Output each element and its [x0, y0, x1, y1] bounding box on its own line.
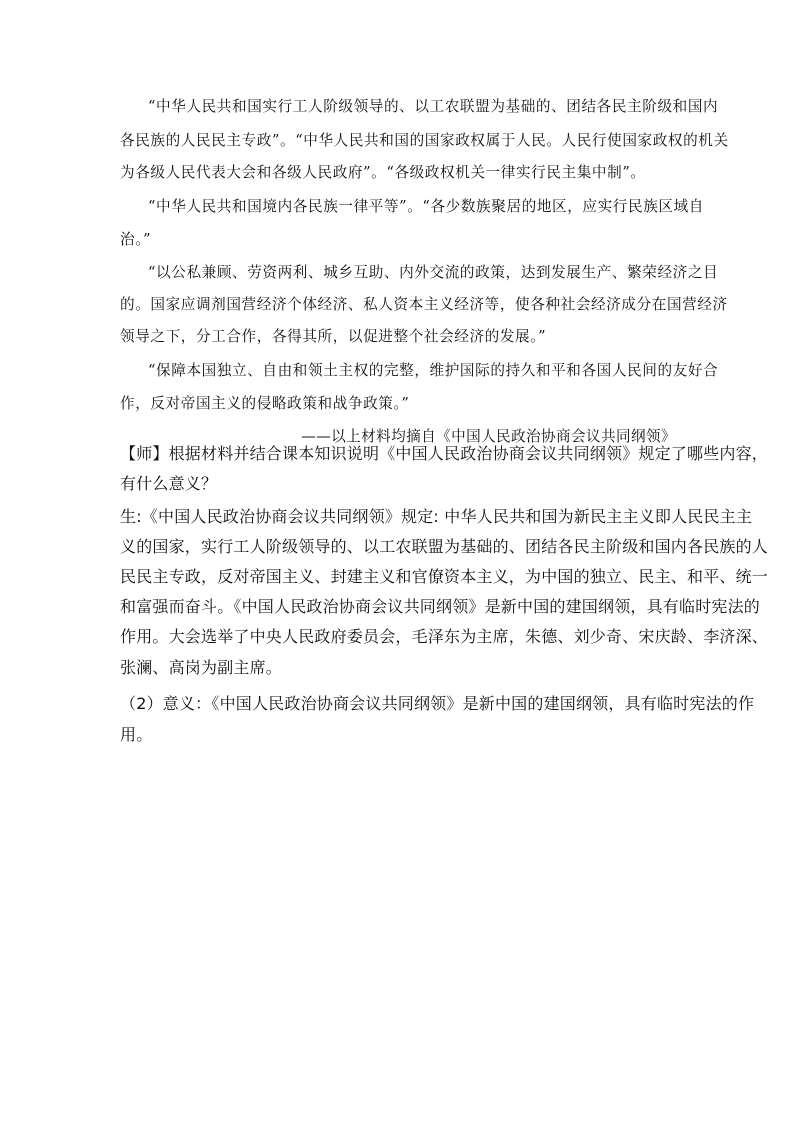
quote-line: 为各级人民代表大会和各级人民政府”。“各级政权机关一律实行民主集中制”。 [120, 164, 646, 181]
quote-line: “以公私兼顾、劳资两利、城乡互助、内外交流的政策，达到发展生产、繁荣经济之目 [148, 264, 719, 281]
quote-line: “中华人民共和国境内各民族一律平等”。“各少数族聚居的地区，应实行民族区域自 [148, 198, 704, 215]
student-answer: 作用。大会选举了中央人民政府委员会，毛泽东为主席，朱德、刘少奇、宋庆龄、李济深、 [120, 627, 769, 646]
teacher-question: 有什么意义？ [120, 474, 218, 493]
quote-line: 治。” [120, 231, 152, 248]
teacher-question: 【师】根据材料并结合课本知识说明《中国人民政治协商会议共同纲领》规定了哪些内容， [120, 444, 769, 463]
quote-line: “保障本国独立、自由和领土主权的完整，维护国际的持久和平和各国人民间的友好合 [148, 362, 719, 379]
quote-line: “中华人民共和国实行工人阶级领导的、以工农联盟为基础的、团结各民主阶级和国内 [148, 98, 719, 115]
meaning-answer: （2）意义：《中国人民政治协商会议共同纲领》是新中国的建国纲领，具有临时宪法的作 [120, 694, 755, 713]
student-answer: 张澜、高岗为副主席。 [120, 658, 283, 677]
meaning-answer: 用。 [120, 725, 153, 744]
quote-line: 的。国家应调剂国营经济个体经济、私人资本主义经济等，使各种社会经济成分在国营经济 [120, 296, 728, 313]
quote-source: ——以上材料均摘自《中国人民政治协商会议共同纲领》 [301, 428, 676, 445]
quote-line: 各民族的人民民主专政”。“中华人民共和国的国家政权属于人民。人民行使国家政权的机关 [120, 132, 729, 149]
student-answer: 和富强而奋斗。《中国人民政治协商会议共同纲领》是新中国的建国纲领，具有临时宪法的 [120, 597, 761, 616]
student-answer: 生:《中国人民政治协商会议共同纲领》规定: 中华人民共和国为新民主主义即人民民主主 [120, 507, 753, 526]
quote-line: 领导之下，分工合作，各得其所，以促进整个社会经济的发展。” [120, 328, 547, 345]
student-answer: 义的国家，实行工人阶级领导的、以工农联盟为基础的、团结各民主阶级和国内各民族的人 [120, 537, 769, 556]
quote-line: 作，反对帝国主义的侵略政策和战争政策。” [120, 395, 410, 412]
student-answer: 民民主专政，反对帝国主义、封建主义和官僚资本主义，为中国的独立、民主、和平、统一 [120, 567, 769, 586]
